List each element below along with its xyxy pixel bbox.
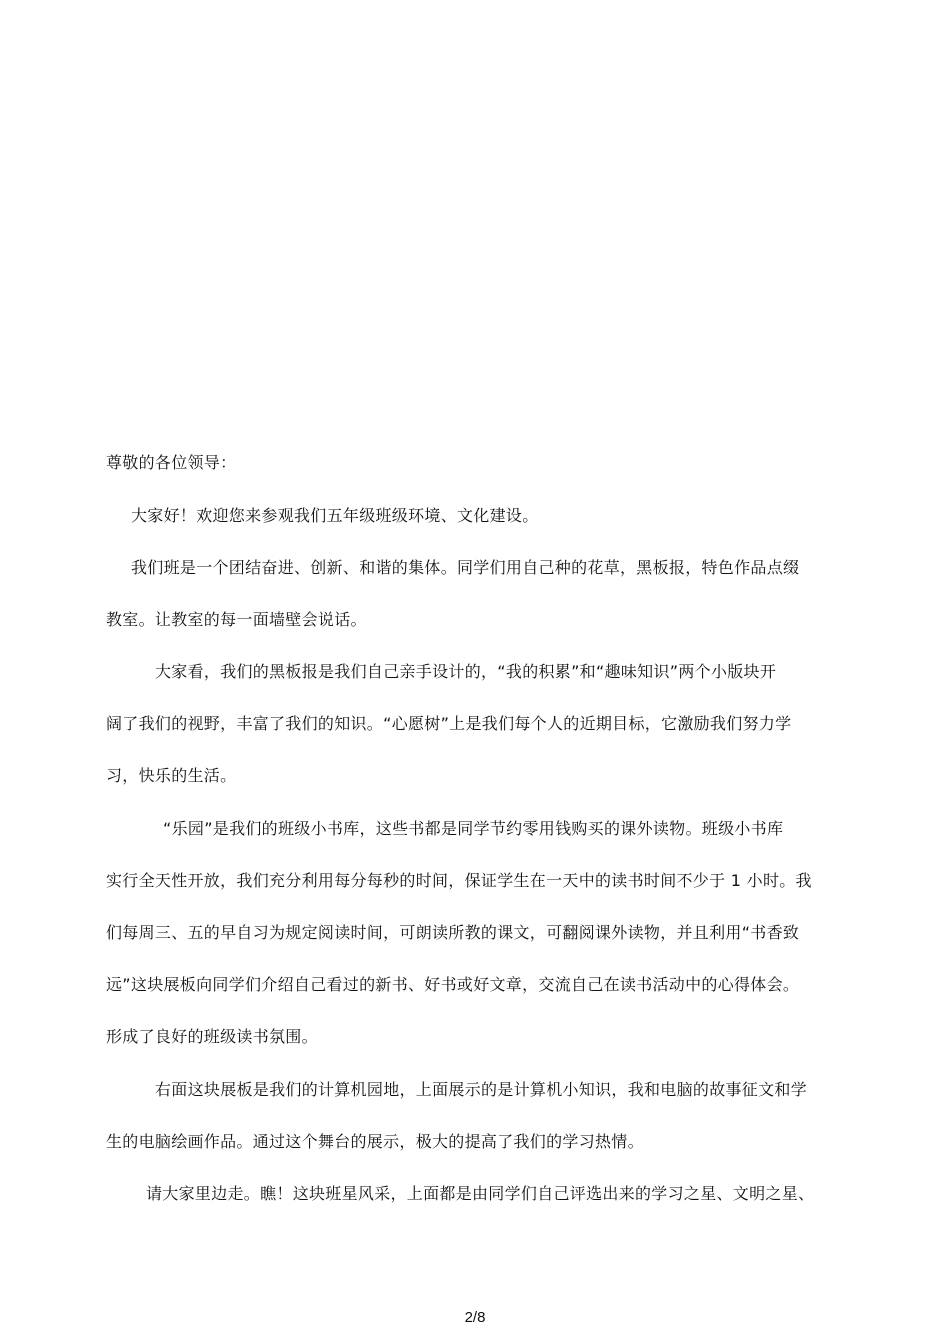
text-line: 请大家里边走。瞧！这块班星风采，上面都是由同学们自己评选出来的学习之星、文明之星、 [146, 1184, 815, 1203]
text-line: 习，快乐的生活。 [106, 766, 237, 785]
text-line: 阔了我们的视野，丰富了我们的知识。“心愿树”上是我们每个人的近期目标，它激励我们努力学 [106, 714, 792, 733]
text-line: 远”这块展板向同学们介绍自己看过的新书、好书或好文章，交流自己在读书活动中的心得体会。 [106, 975, 800, 994]
text-line: 实行全天性开放，我们充分利用每分每秒的时间，保证学生在一天中的读书时间不少于 1 小时。我 [106, 871, 812, 890]
text-line: 右面这块展板是我们的计算机园地，上面展示的是计算机小知识，我和电脑的故事征文和学 [155, 1080, 808, 1099]
text-line: 们每周三、五的早自习为规定阅读时间，可朗读所教的课文，可翻阅课外读物，并且利用“书香致 [106, 923, 800, 942]
text-line: 教室。让教室的每一面墙壁会说话。 [106, 610, 367, 629]
text-line: 大家看，我们的黑板报是我们自己亲手设计的，“我的积累”和“趣味知识”两个小版块开 [155, 662, 777, 681]
text-line: 形成了良好的班级读书氛围。 [106, 1027, 318, 1046]
text-line: 大家好！欢迎您来参观我们五年级班级环境、文化建设。 [131, 506, 539, 525]
text-line: 我们班是一个团结奋进、创新、和谐的集体。同学们用自己种的花草，黑板报，特色作品点缀 [131, 558, 800, 577]
salutation: 尊敬的各位领导： [106, 453, 237, 472]
text-line: “乐园”是我们的班级小书库，这些书都是同学节约零用钱购买的课外读物。班级小书库 [163, 819, 784, 838]
page-number: 2/8 [464, 1309, 486, 1326]
text-line: 生的电脑绘画作品。通过这个舞台的展示，极大的提高了我们的学习热情。 [106, 1132, 644, 1151]
